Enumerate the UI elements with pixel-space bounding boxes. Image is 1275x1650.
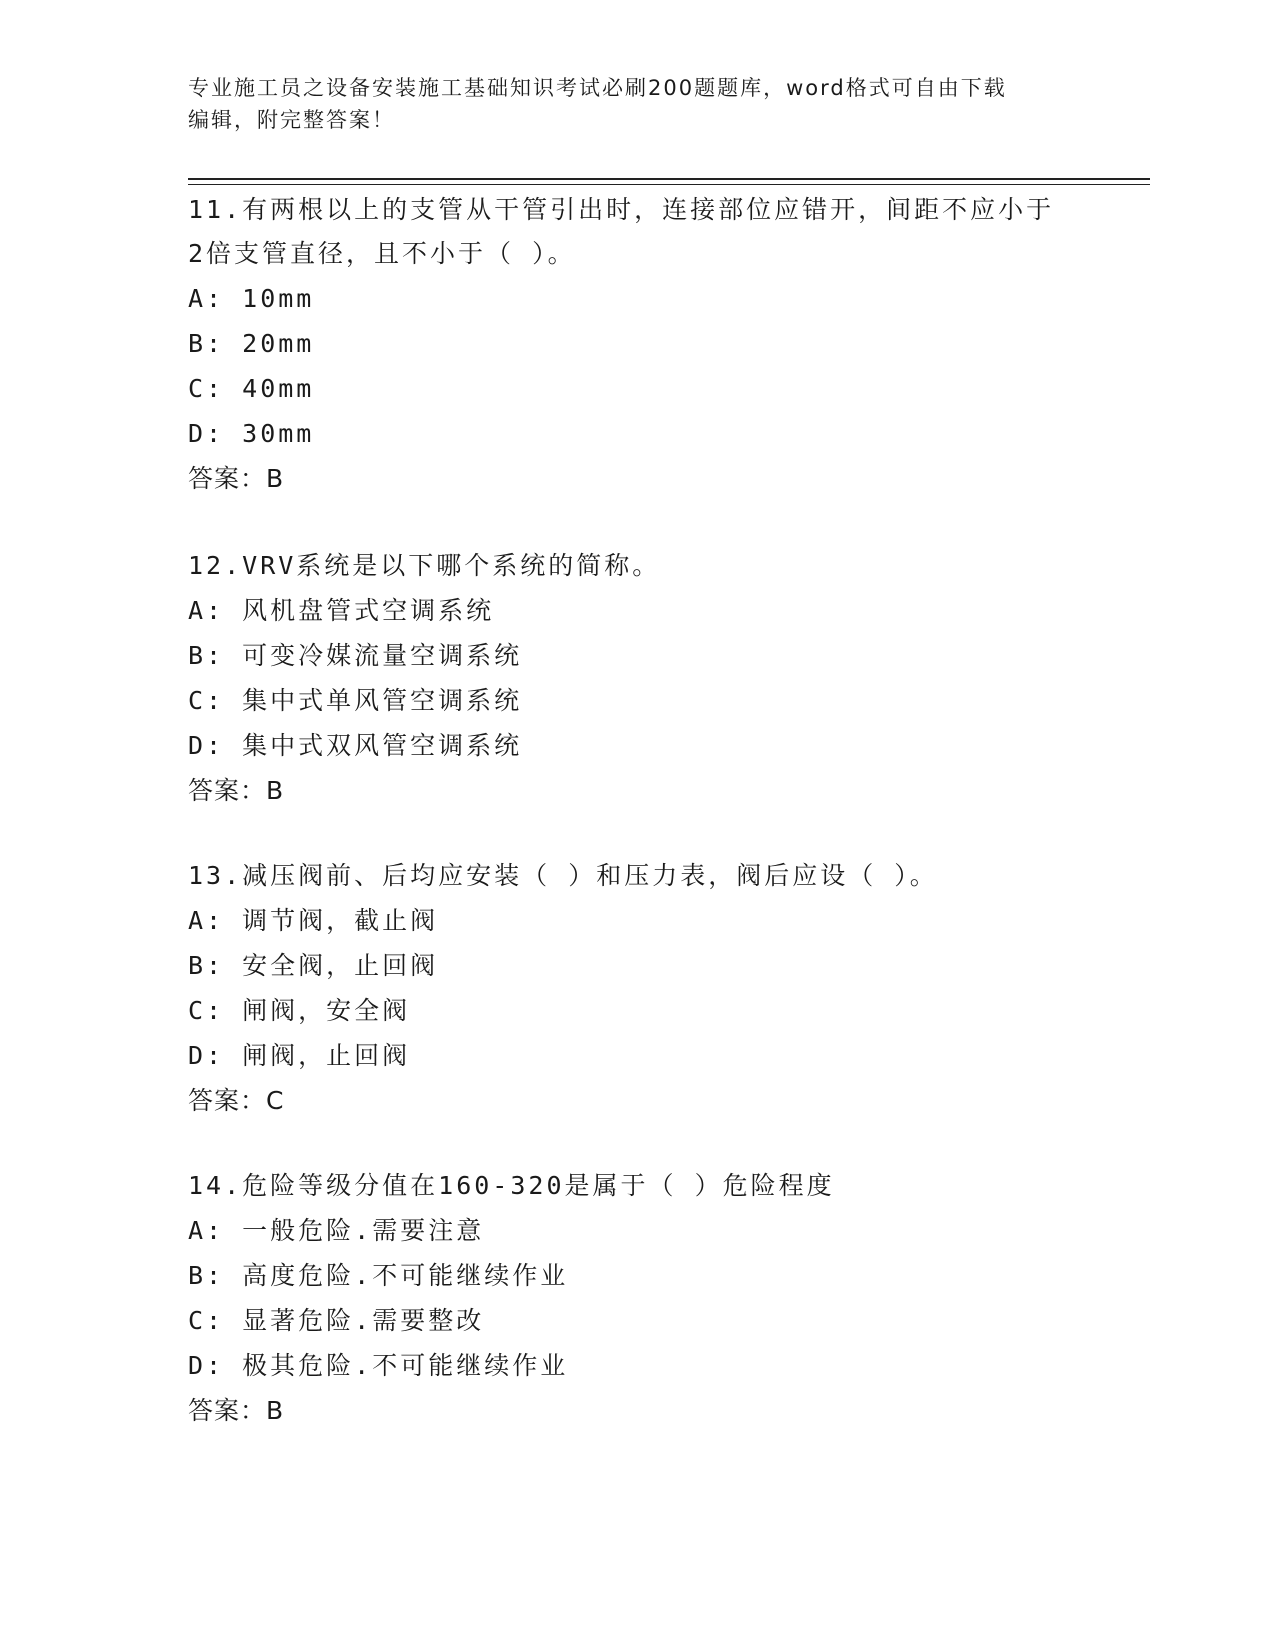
option-a: A: 10mm: [188, 284, 315, 313]
option-b: B: 安全阀，止回阀: [188, 951, 439, 980]
header-line-2: 编辑，附完整答案！: [188, 108, 395, 132]
header-line-1: 专业施工员之设备安装施工基础知识考试必刷200题题库，word格式可自由下载: [188, 76, 1007, 100]
answer-label: 答案：B: [188, 1396, 285, 1425]
question-stem: 13.减压阀前、后均应安装（ ）和压力表，阀后应设（ ）。: [188, 861, 938, 890]
header-divider-thick: [188, 178, 1150, 180]
question-stem: 12.VRV系统是以下哪个系统的简称。: [188, 551, 661, 580]
option-d: D: 极其危险.不可能继续作业: [188, 1351, 569, 1380]
option-b: B: 20mm: [188, 329, 315, 358]
option-d: D: 30mm: [188, 419, 315, 448]
answer-label: 答案：C: [188, 1086, 285, 1115]
option-a: A: 一般危险.需要注意: [188, 1216, 485, 1245]
option-b: B: 可变冷媒流量空调系统: [188, 641, 523, 670]
question-stem: 11.有两根以上的支管从干管引出时，连接部位应错开，间距不应小于: [188, 195, 1055, 224]
option-a: A: 调节阀，截止阀: [188, 906, 439, 935]
question-13: [188, 854, 1088, 1124]
question-14: [188, 1164, 1088, 1434]
option-d: D: 集中式双风管空调系统: [188, 731, 523, 760]
question-12: [188, 544, 1088, 814]
option-a: A: 风机盘管式空调系统: [188, 596, 495, 625]
option-c: C: 40mm: [188, 374, 315, 403]
option-d: D: 闸阀，止回阀: [188, 1041, 411, 1070]
question-stem: 14.危险等级分值在160-320是属于（ ）危险程度: [188, 1171, 835, 1200]
question-11: [188, 188, 1088, 502]
option-b: B: 高度危险.不可能继续作业: [188, 1261, 569, 1290]
option-c: C: 显著危险.需要整改: [188, 1306, 485, 1335]
question-stem-continued: 2倍支管直径，且不小于（ ）。: [188, 239, 576, 268]
option-c: C: 闸阀，安全阀: [188, 996, 411, 1025]
answer-label: 答案：B: [188, 464, 285, 493]
option-c: C: 集中式单风管空调系统: [188, 686, 523, 715]
answer-label: 答案：B: [188, 776, 285, 805]
header-divider-thin: [188, 184, 1150, 185]
document-header: [188, 72, 1088, 136]
